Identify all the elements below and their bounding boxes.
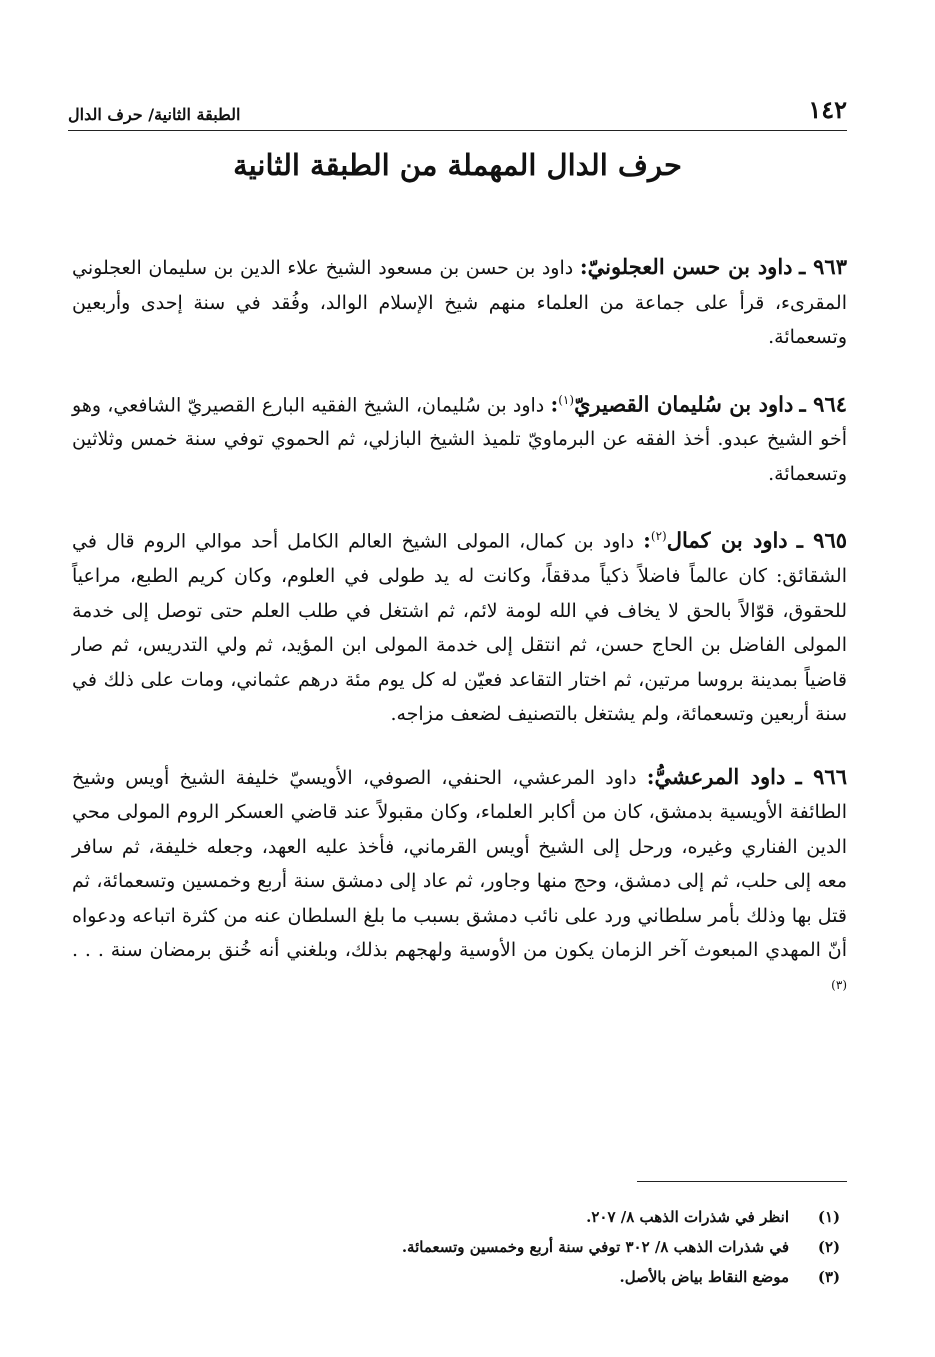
- footnote-mark: (٢): [817, 1238, 841, 1256]
- page-number: ١٤٢: [808, 95, 847, 124]
- footnote-text: انظر في شذرات الذهب ٨/ ٢٠٧.: [586, 1208, 789, 1226]
- footnote-2: [72, 1232, 847, 1262]
- entry-heading-colon: :: [550, 390, 559, 416]
- entry-body: داود بن سُليمان، الشيخ الفقيه البارع القصيريّ الشافعي، وهو أخو الشيخ عبدو. أخذ الفقه عن البرماويّ تلميذ الشيخ البازلي، ثم الحموي توفي سنة خمس وثلاثين وتسعمائة.: [72, 393, 847, 485]
- entry-body: داود بن حسن بن مسعود الشيخ علاء الدين بن سليمان العجلوني المقرىء، قرأ على جماعة من العلماء منهم شيخ الإسلام الوالد، وفُقد في سنة إحدى وأربعين وتسعمائة.: [72, 257, 847, 348]
- entry-number: ٩٦٤ ـ: [799, 390, 848, 416]
- entry-heading: داود بن كمال: [666, 527, 788, 553]
- entry-heading-colon: :: [643, 527, 651, 553]
- entry-body: داود بن كمال، المولى الشيخ العالم الكامل أحد موالي الروم قال في الشقائق: كان عالماً فاضلاً ذكياً مدققاً، وكانت له يد طولى في العلوم، وكان كريم الطبع، مراعياً للحقوق، قوّالاً بالحق لا يخاف في الله لومة لائم، ثم اشتغل في طلب العلم حتى توصل إلى خدمة المولى الفاضل بن الحاج حسن، ثم انتقل إلى خدمة المولى ابن المؤيد، ثم ولي التدريس، ثم صار قاضياً بمدينة بروسا مرتين، ثم اختار التقاعد فعيّن له كل يوم مئة درهم عثماني، ومات على ذلك في سنة أربعين وتسعمائة، ولم يشتغل بالتصنيف لضعف مزاجه.: [72, 530, 847, 726]
- entry-body: داود المرعشي، الحنفي، الصوفي، الأويسيّ خليفة الشيخ أويس وشيخ الطائفة الأويسية بدمشق، كان من أكابر العلماء، وكان مقبولاً عند قاضي العسكر الروم المولى محي الدين الفناري وغيره، ورحل إلى الشيخ أويس القرماني، فأخذ عليه العهد، وجعله خليفة، ثم سافر معه إلى حلب، ثم إلى دمشق، وحج منها وجاور، ثم عاد إلى دمشق سنة أربع وخمسين وتسعمائة، ثم قتل بها وذلك بأمر سلطاني ورد على نائب دمشق بسبب ما بلغ السلطان عنه من كثرة اتباعه ودعواه أنّ المهدي المبعوث آخر الزمان يكون من الأوسية ولهجهم بذلك، وبلغني أنه خُنق برمضان سنة . . .: [72, 766, 847, 962]
- page-header: [68, 84, 847, 131]
- entries-list: [72, 250, 847, 1035]
- entry-965: [72, 519, 847, 731]
- footnote-text: موضع النقاط بياض بالأصل.: [619, 1268, 789, 1286]
- entry-heading: داود بن سُليمان القصيريّ: [574, 390, 794, 416]
- footnote-divider: [637, 1181, 847, 1182]
- footnote-ref: (١): [558, 392, 575, 407]
- chapter-title: حرف الدال المهملة من الطبقة الثانية: [233, 148, 682, 182]
- entry-number: ٩٦٦ ـ: [795, 763, 847, 789]
- footnote-3: [72, 1262, 847, 1292]
- entry-heading: داود المرعشيُّ:: [646, 763, 786, 789]
- entry-heading: داود بن حسن العجلونيّ:: [579, 254, 793, 279]
- footnote-mark: (١): [817, 1208, 841, 1226]
- footnote-1: [72, 1202, 847, 1232]
- footnote-ref: (٢): [650, 529, 667, 544]
- footnote-text: في شذرات الذهب ٨/ ٣٠٢ توفي سنة أربع وخمسين وتسعمائة.: [401, 1238, 789, 1256]
- footnotes: [72, 1202, 847, 1292]
- entry-number: ٩٦٥ ـ: [796, 527, 848, 553]
- footnote-ref: (٣): [831, 977, 847, 992]
- entry-964: [72, 383, 847, 492]
- entry-963: [72, 250, 847, 355]
- entry-966: [72, 760, 847, 1008]
- running-title: الطبقة الثانية/ حرف الدال: [68, 105, 241, 124]
- footnote-mark: (٣): [817, 1268, 841, 1286]
- entry-number: ٩٦٣ ـ: [799, 254, 847, 279]
